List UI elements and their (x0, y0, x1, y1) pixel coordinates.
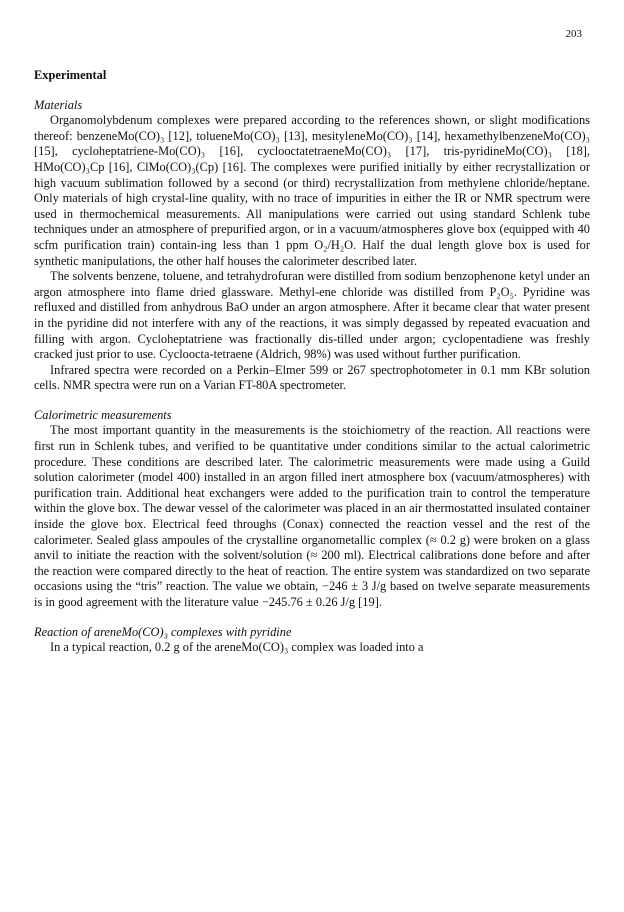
paragraph-materials-2: The solvents benzene, toluene, and tetrahydrofuran were distilled from sodium benzophenone ketyl under an argon atmosphere into flame dried glassware. Methyl-ene chloride was distilled from P₂O₅. Pyridine was refluxed and distilled from anhydrous BaO under an argon atmosphere. After it became clear that water present in the pyridine did not interfere with any of the reactions, it was simply degassed by repeated evacuation and filling with argon. Cycloheptatriene was fractionally dis-tilled under argon; cyclopentadiene was freshly cracked just prior to use. Cycloocta-tetraene (Aldrich, 98%) was used without further purification. (34, 269, 590, 362)
page-number: 203 (565, 28, 582, 40)
paragraph-calorimetric-1: The most important quantity in the measurements is the stoichiometry of the reaction. All reactions were first run in Schlenk tubes, and verified to be quantitative under conditions similar to the actual calorimetric procedure. These conditions are described later. The calorimetric measurements were made using a Guild solution calorimeter (model 400) installed in an argon filled inert atmosphere box (vacuum/atmospheres) with purification train. Additional heat exchangers were added to the purification train to control the temperature within the glove box. The dewar vessel of the calorimeter was placed in an air thermostatted insulated container inside the glove box. Electrical feed throughs (Conax) connected the reaction vessel and the rest of the calorimeter. Sealed glass ampoules of the crystalline organometallic complex (≈ 0.2 g) were broken on a glass anvil to initiate the reaction with the solvent/solution (≈ 200 ml). Electrical calibrations done before and after the reaction were compared directly to the heat of reaction. The entire system was standardized on two separate occasions using the “tris” reaction. The value we obtain, −246 ± 3 J/g based on twelve separate measurements is in good agreement with the literature value −245.76 ± 0.26 J/g [19]. (34, 423, 590, 609)
subheading-calorimetric-measurements: Calorimetric measurements (34, 407, 172, 422)
paragraph-materials-3: Infrared spectra were recorded on a Perkin–Elmer 599 or 267 spectrophotometer in 0.1 mm KBr solution cells. NMR spectra were run on a Varian FT-80A spectrometer. (34, 362, 590, 393)
subheading-materials: Materials (34, 97, 83, 112)
paragraph-reaction-1: In a typical reaction, 0.2 g of the areneMo(CO)₃ complex was loaded into a (50, 640, 424, 655)
paragraph-materials-1: Organomolybdenum complexes were prepared according to the references shown, or slight modifications thereof: benzeneMo(CO)₃ [12], tolueneMo(CO)₃ [13], mesityleneMo(CO)₃ [14], hexamethylbenzeneMo(CO)₃ [15], cycloheptatriene-Mo(CO)₃ [16], cyclooctatetraeneMo(CO)₃ [17], tris-pyridineMo(CO)₃ [18], HMo(CO)₃Cp [16], ClMo(CO)₃(Cp) [16]. The complexes were purified initially by either recrystallization or high vacuum sublimation followed by a second (or third) recrystallization from methylene chloride/heptane. Only materials of high crystal-line quality, with no trace of impurities in either the IR or NMR spectrum were used in thermochemical measurements. All manipulations were carried out using standard Schlenk tube techniques under an atmosphere of prepurified argon, or in a vacuum/atmospheres glove box (equipped with 40 scfm purification train) contain-ing less than 1 ppm O₂/H₂O. Half the dual length glove box is used for synthetic manipulations, the other half houses the calorimeter described later. (34, 113, 590, 268)
section-heading-experimental: Experimental (34, 68, 107, 82)
article-body (34, 68, 590, 656)
subheading-reaction-pyridine: Reaction of areneMo(CO)₃ complexes with pyridine (34, 624, 292, 639)
